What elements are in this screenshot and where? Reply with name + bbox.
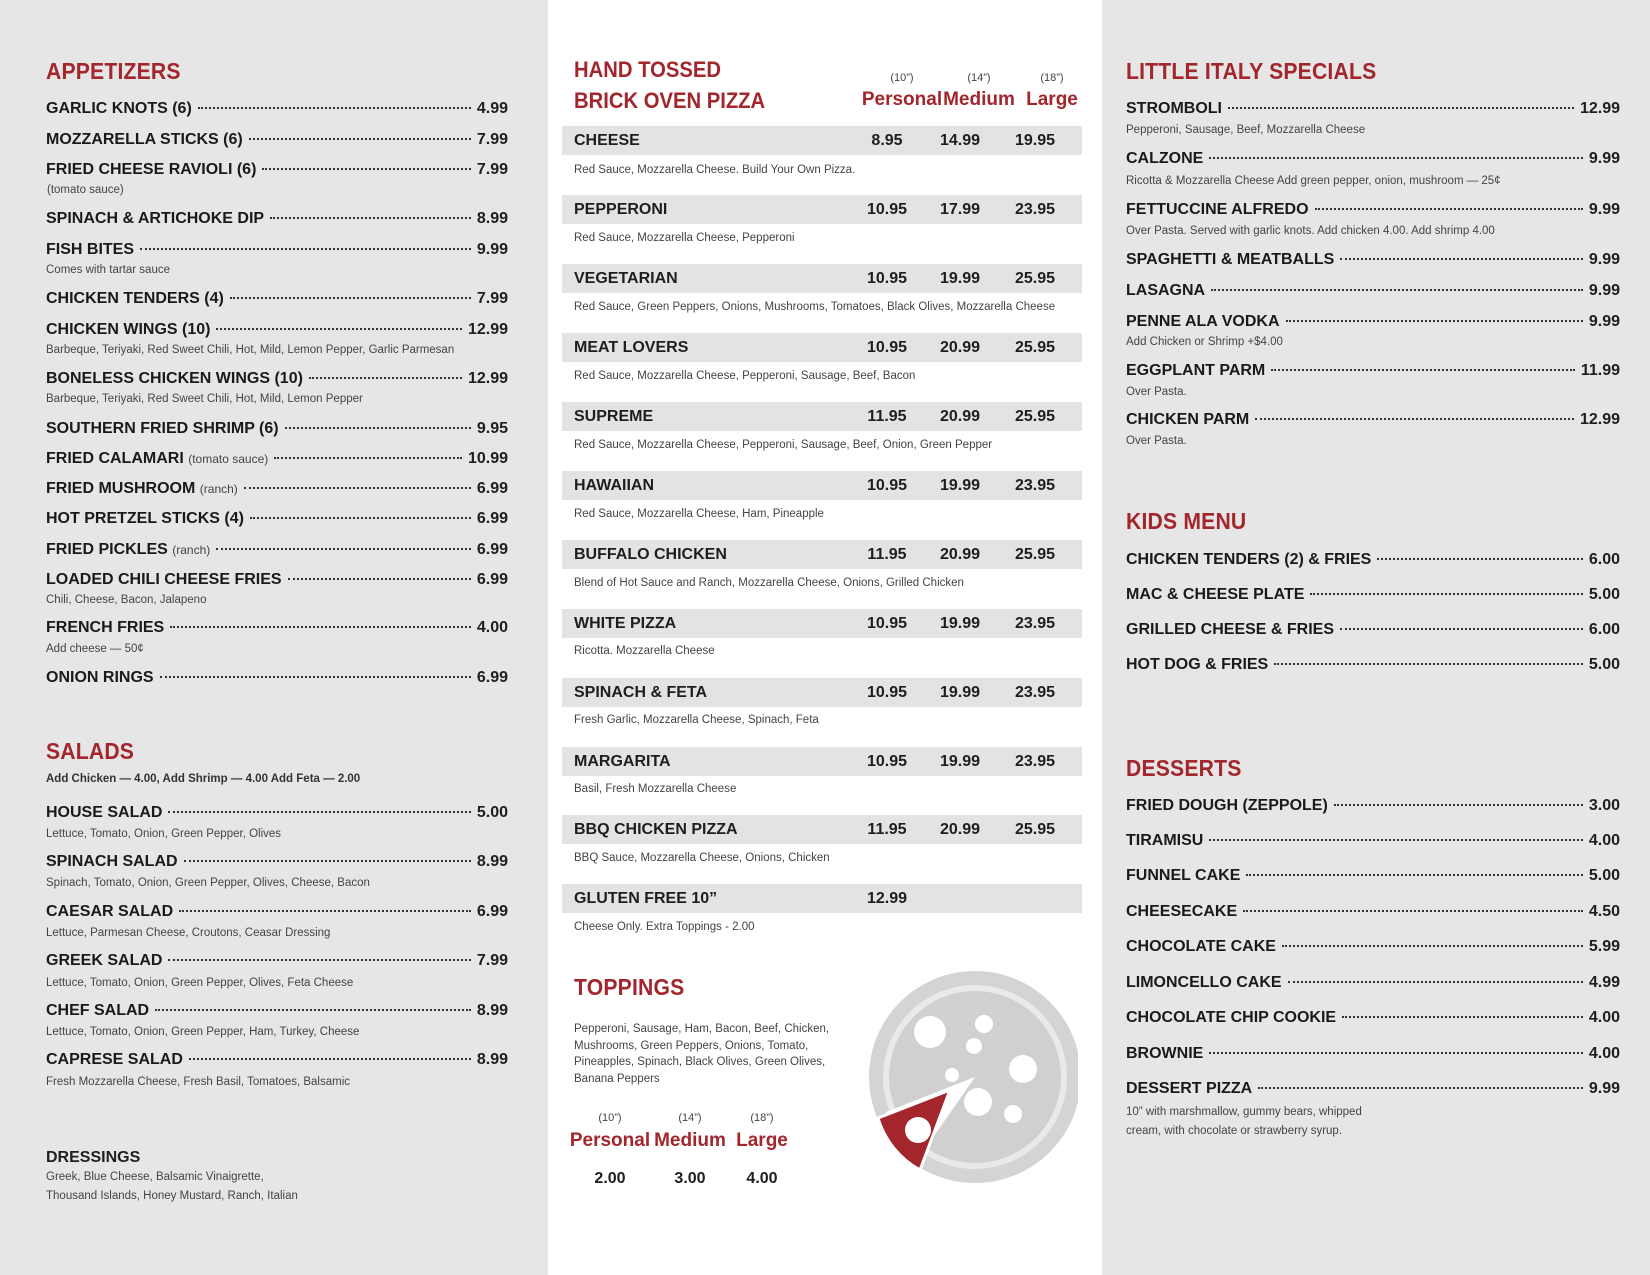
pizza-desc: Red Sauce, Mozzarella Cheese, Ham, Pineapple (574, 508, 824, 520)
topping-price-medium: 3.00 (674, 1170, 706, 1187)
item-price: 4.00 (1588, 832, 1620, 849)
topping-size-inches: (14”) (678, 1112, 702, 1124)
pizza-desc: Red Sauce, Mozzarella Cheese, Pepperoni (574, 232, 795, 244)
item-desc: Lettuce, Tomato, Onion, Green Pepper, Olives, Feta Cheese (46, 977, 354, 989)
item-note: (ranch) (172, 543, 211, 557)
pizza-desc: Cheese Only. Extra Toppings - 2.00 (574, 921, 755, 933)
topping-size-name: Large (736, 1130, 788, 1151)
price-large: 25.95 (1014, 408, 1056, 425)
price-personal: 11.95 (867, 408, 907, 425)
item-name: HOUSE SALAD (46, 804, 163, 821)
topping-size-name: Medium (654, 1130, 726, 1151)
item-name: FISH BITES (46, 241, 135, 258)
topping-size-inches: (10”) (598, 1112, 622, 1124)
item-price: 8.99 (476, 1051, 508, 1068)
pizza-title-line-2: BRICK OVEN PIZZA (574, 88, 766, 113)
item-name: PENNE ALA VODKA (1126, 313, 1280, 330)
toppings-title: TOPPINGS (574, 974, 685, 1000)
item-price: 8.99 (476, 1002, 508, 1019)
price-personal: 10.95 (866, 339, 908, 356)
item-name: GREEK SALAD (46, 952, 163, 969)
item-note: (ranch) (199, 482, 238, 496)
pizza-desc: Fresh Garlic, Mozzarella Cheese, Spinach, Feta (574, 714, 819, 726)
pizza-name: SUPREME (574, 408, 654, 425)
item-price: 5.00 (1588, 656, 1620, 673)
size-inches: (18”) (1040, 72, 1064, 84)
item-desc: Add Chicken or Shrimp +$4.00 (1126, 336, 1283, 348)
price-medium: 19.99 (939, 684, 981, 701)
item-name: FRIED MUSHROOM (46, 480, 196, 497)
item-desc: Barbeque, Teriyaki, Red Sweet Chili, Hot, Mild, Lemon Pepper, Garlic Parmesan (46, 344, 455, 356)
price-large: 23.95 (1014, 477, 1056, 494)
pizza-desc: Red Sauce, Mozzarella Cheese, Pepperoni, Sausage, Beef, Onion, Green Pepper (574, 439, 993, 451)
pizza-row (562, 402, 1082, 431)
item-name: SOUTHERN FRIED SHRIMP (6) (46, 420, 279, 437)
item-price: 7.99 (476, 131, 508, 148)
item-price: 12.99 (1579, 100, 1620, 117)
item-price: 8.99 (476, 210, 508, 227)
item-name: FETTUCCINE ALFREDO (1126, 201, 1309, 218)
item-name: CAPRESE SALAD (46, 1051, 183, 1068)
item-name: FUNNEL CAKE (1126, 867, 1241, 884)
dressings-title: DRESSINGS (46, 1149, 141, 1166)
item-price: 5.00 (1588, 867, 1620, 884)
menu-item (1126, 797, 1620, 815)
menu-item (46, 131, 508, 149)
price-medium: 20.99 (939, 821, 981, 838)
menu-item (1126, 362, 1620, 380)
item-desc: Lettuce, Parmesan Cheese, Croutons, Ceasar Dressing (46, 927, 331, 939)
salads-title: SALADS (46, 738, 135, 764)
menu-item (46, 370, 508, 388)
item-price: 6.99 (476, 510, 508, 527)
pizza-title-line-1: HAND TOSSED (574, 57, 721, 82)
menu-item (1126, 313, 1620, 331)
menu-item (46, 321, 508, 339)
pizza-row (562, 126, 1082, 155)
price-personal: 10.95 (866, 477, 908, 494)
menu-item (46, 100, 508, 118)
menu-item (46, 161, 508, 179)
item-desc: Lettuce, Tomato, Onion, Green Pepper, Ham, Turkey, Cheese (46, 1026, 360, 1038)
menu-item (46, 804, 508, 822)
menu-item (46, 669, 508, 687)
item-desc: Add cheese — 50¢ (46, 643, 144, 655)
item-price: 9.99 (1588, 201, 1620, 218)
price-large: 23.95 (1014, 201, 1056, 218)
item-name: CHEESECAKE (1126, 903, 1238, 920)
pizza-desc: Red Sauce, Mozzarella Cheese, Pepperoni, Sausage, Beef, Bacon (574, 370, 916, 382)
pizza-name: MARGARITA (574, 753, 671, 770)
item-desc: Barbeque, Teriyaki, Red Sweet Chili, Hot, Mild, Lemon Pepper (46, 393, 363, 405)
item-name: FRIED PICKLES (46, 541, 168, 558)
item-desc: Lettuce, Tomato, Onion, Green Pepper, Olives (46, 828, 282, 840)
item-desc: (tomato sauce) (47, 184, 124, 196)
pizza-name: PEPPERONI (574, 201, 668, 218)
item-price: 3.00 (1588, 797, 1620, 814)
item-name: SPINACH SALAD (46, 853, 178, 870)
price-large: 23.95 (1014, 753, 1056, 770)
price-personal: 10.95 (866, 201, 908, 218)
price-medium: 20.99 (939, 408, 981, 425)
item-note: (tomato sauce) (188, 452, 269, 466)
price-personal: 11.95 (867, 821, 907, 838)
item-desc: Over Pasta. Served with garlic knots. Add chicken 4.00. Add shrimp 4.00 (1126, 225, 1495, 237)
pizza-row (562, 815, 1082, 844)
price-large: 19.95 (1014, 132, 1056, 149)
item-name: BONELESS CHICKEN WINGS (10) (46, 370, 303, 387)
price-medium: 19.99 (939, 615, 981, 632)
right-panel (1102, 0, 1650, 1275)
pizza-desc: Red Sauce, Mozzarella Cheese. Build Your Own Pizza. (574, 164, 856, 176)
item-name: FRIED CALAMARI (46, 450, 184, 467)
desserts-title: DESSERTS (1126, 755, 1242, 781)
pizza-row (562, 678, 1082, 707)
item-name: MOZZARELLA STICKS (6) (46, 131, 243, 148)
menu-item (1126, 656, 1620, 674)
price-medium: 19.99 (939, 477, 981, 494)
price-large: 25.95 (1014, 339, 1056, 356)
item-price: 7.99 (476, 161, 508, 178)
salads-add-note: Add Chicken — 4.00, Add Shrimp — 4.00 Add Feta — 2.00 (46, 773, 361, 785)
menu-item (46, 1002, 508, 1020)
item-desc: Spinach, Tomato, Onion, Green Pepper, Olives, Cheese, Bacon (46, 877, 370, 889)
menu-item (46, 210, 508, 228)
price-large: 23.95 (1014, 615, 1056, 632)
item-name: CHEF SALAD (46, 1002, 150, 1019)
price-medium: 20.99 (939, 546, 981, 563)
pizza-row (562, 609, 1082, 638)
item-price: 9.99 (1588, 282, 1620, 299)
item-name: MAC & CHEESE PLATE (1126, 586, 1305, 603)
item-name: CHICKEN PARM (1126, 411, 1250, 428)
item-price: 9.99 (1588, 150, 1620, 167)
item-price: 9.99 (1588, 313, 1620, 330)
pizza-icon (848, 962, 1078, 1192)
item-desc: Chili, Cheese, Bacon, Jalapeno (46, 594, 207, 606)
specials-title: LITTLE ITALY SPECIALS (1126, 58, 1377, 84)
menu-item (46, 290, 508, 308)
item-name: HOT DOG & FRIES (1126, 656, 1269, 673)
topping-size-inches: (18”) (750, 1112, 774, 1124)
menu-item (46, 420, 508, 438)
pizza-desc: Basil, Fresh Mozzarella Cheese (574, 783, 737, 795)
item-price: 4.00 (1588, 1009, 1620, 1026)
price-medium: 17.99 (939, 201, 981, 218)
price-medium: 19.99 (939, 270, 981, 287)
item-desc: Fresh Mozzarella Cheese, Fresh Basil, Tomatoes, Balsamic (46, 1076, 351, 1088)
item-name: HOT PRETZEL STICKS (4) (46, 510, 244, 527)
menu-item (1126, 586, 1620, 604)
pizza-row (562, 333, 1082, 362)
menu-item (1126, 411, 1620, 429)
item-desc: Over Pasta. (1126, 435, 1187, 447)
size-name: Large (1026, 89, 1078, 110)
item-price: 6.99 (476, 541, 508, 558)
pizza-row (562, 264, 1082, 293)
menu-item (1126, 100, 1620, 118)
pizza-panel (548, 0, 1102, 1275)
item-price: 11.99 (1580, 362, 1620, 379)
item-name: CHICKEN TENDERS (2) & FRIES (1126, 551, 1372, 568)
item-name: TIRAMISU (1126, 832, 1204, 849)
price-personal: 10.95 (866, 270, 908, 287)
menu-item (46, 571, 508, 589)
item-name: FRENCH FRIES (46, 619, 165, 636)
menu-item (1126, 938, 1620, 956)
pizza-name: WHITE PIZZA (574, 615, 677, 632)
size-inches: (14”) (967, 72, 991, 84)
menu-item (46, 480, 508, 498)
item-name: CHICKEN WINGS (10) (46, 321, 211, 338)
menu-item (46, 541, 508, 559)
price-medium: 20.99 (939, 339, 981, 356)
item-price: 9.99 (1588, 1080, 1620, 1097)
item-name: CHICKEN TENDERS (4) (46, 290, 224, 307)
pizza-title (574, 54, 765, 116)
item-name: SPINACH & ARTICHOKE DIP (46, 210, 265, 227)
item-price: 10.99 (467, 450, 508, 467)
price-large: 23.95 (1014, 684, 1056, 701)
item-price: 6.00 (1588, 621, 1620, 638)
price-personal: 8.95 (871, 132, 903, 149)
price-medium: 14.99 (939, 132, 981, 149)
topping-price-large: 4.00 (746, 1170, 778, 1187)
size-inches: (10”) (890, 72, 914, 84)
price-personal: 10.95 (866, 684, 908, 701)
pizza-name: GLUTEN FREE 10” (574, 890, 718, 907)
item-name: GRILLED CHEESE & FRIES (1126, 621, 1335, 638)
item-desc: Comes with tartar sauce (46, 264, 170, 276)
price-large: 25.95 (1014, 821, 1056, 838)
item-price: 9.99 (1588, 251, 1620, 268)
menu-item (46, 952, 508, 970)
item-desc: Pepperoni, Sausage, Beef, Mozzarella Cheese (1126, 124, 1366, 136)
item-desc: Ricotta & Mozzarella Cheese Add green pepper, onion, mushroom — 25¢ (1126, 175, 1501, 187)
menu-item (1126, 150, 1620, 168)
item-name: CHOCOLATE CAKE (1126, 938, 1276, 955)
dressings-line-2: Thousand Islands, Honey Mustard, Ranch, Italian (46, 1190, 298, 1202)
item-price: 6.00 (1588, 551, 1620, 568)
price-personal: 10.95 (866, 615, 908, 632)
item-name: FRIED CHEESE RAVIOLI (6) (46, 161, 257, 178)
price-large: 25.95 (1014, 270, 1056, 287)
item-price: 8.99 (476, 853, 508, 870)
item-name: CAESAR SALAD (46, 903, 174, 920)
menu-item (1126, 832, 1620, 850)
item-price: 4.00 (1588, 1045, 1620, 1062)
menu-item (46, 450, 508, 468)
pizza-desc: Ricotta. Mozzarella Cheese (574, 645, 715, 657)
menu-item (1126, 867, 1620, 885)
item-desc: 10” with marshmallow, gummy bears, whipped cream, with chocolate or strawberry syrup. (1126, 1106, 1362, 1137)
item-name: FRIED DOUGH (ZEPPOLE) (1126, 797, 1328, 814)
topping-price-personal: 2.00 (594, 1170, 626, 1187)
menu-item (1126, 201, 1620, 219)
pizza-row (562, 884, 1082, 913)
dressings-line-1: Greek, Blue Cheese, Balsamic Vinaigrette, (46, 1171, 264, 1183)
menu-item (46, 619, 508, 637)
pizza-name: VEGETARIAN (574, 270, 678, 287)
menu-item (1126, 1009, 1620, 1027)
size-name: Personal (861, 89, 943, 110)
item-price: 7.99 (476, 952, 508, 969)
item-name: CHOCOLATE CHIP COOKIE (1126, 1009, 1337, 1026)
price-large: 25.95 (1014, 546, 1056, 563)
item-price: 4.99 (476, 100, 508, 117)
item-price: 6.99 (476, 571, 508, 588)
item-name: STROMBOLI (1126, 100, 1222, 117)
pizza-desc: BBQ Sauce, Mozzarella Cheese, Onions, Chicken (574, 852, 830, 864)
appetizers-title: APPETIZERS (46, 58, 181, 84)
menu-item (46, 510, 508, 528)
item-price: 9.99 (476, 241, 508, 258)
item-price: 4.00 (476, 619, 508, 636)
menu-item (1126, 621, 1620, 639)
pizza-row (562, 540, 1082, 569)
item-name: BROWNIE (1126, 1045, 1204, 1062)
item-price: 5.00 (1588, 586, 1620, 603)
menu-item (46, 1051, 508, 1069)
item-price: 12.99 (467, 370, 508, 387)
pizza-name: BUFFALO CHICKEN (574, 546, 727, 563)
item-price: 12.99 (1579, 411, 1620, 428)
item-price: 6.99 (476, 480, 508, 497)
menu-item (1126, 1080, 1620, 1098)
price-medium: 19.99 (939, 753, 981, 770)
item-price: 9.95 (476, 420, 508, 437)
item-price: 6.99 (476, 903, 508, 920)
menu-item (1126, 1045, 1620, 1063)
pizza-name: HAWAIIAN (574, 477, 654, 494)
pizza-name: BBQ CHICKEN PIZZA (574, 821, 738, 838)
pizza-name: CHEESE (574, 132, 640, 149)
item-name: CALZONE (1126, 150, 1204, 167)
item-price: 12.99 (467, 321, 508, 338)
pizza-row (562, 471, 1082, 500)
menu-item (1126, 903, 1620, 921)
item-price: 7.99 (476, 290, 508, 307)
item-name: EGGPLANT PARM (1126, 362, 1266, 379)
item-name: LOADED CHILI CHEESE FRIES (46, 571, 282, 588)
pizza-row (562, 195, 1082, 224)
item-price: 4.50 (1588, 903, 1620, 920)
menu-item (1126, 282, 1620, 300)
item-name: SPAGHETTI & MEATBALLS (1126, 251, 1335, 268)
item-name: LASAGNA (1126, 282, 1206, 299)
pizza-row (562, 747, 1082, 776)
menu-item (1126, 551, 1620, 569)
menu-item (46, 903, 508, 921)
item-desc: Over Pasta. (1126, 386, 1187, 398)
price-personal: 12.99 (866, 890, 908, 907)
item-price: 5.00 (476, 804, 508, 821)
kids-title: KIDS MENU (1126, 508, 1247, 534)
menu-item (46, 241, 508, 259)
left-panel (0, 0, 548, 1275)
menu-item (46, 853, 508, 871)
pizza-desc: Blend of Hot Sauce and Ranch, Mozzarella Cheese, Onions, Grilled Chicken (574, 577, 964, 589)
topping-size-name: Personal (569, 1130, 651, 1151)
item-price: 4.99 (1588, 974, 1620, 991)
menu-item (1126, 974, 1620, 992)
toppings-list: Pepperoni, Sausage, Ham, Bacon, Beef, Chicken, Mushrooms, Green Peppers, Onions, Tomato, Pineapples, Spinach, Black Olives, Green Olives, Banana Peppers (574, 1023, 830, 1085)
item-price: 5.99 (1588, 938, 1620, 955)
item-price: 6.99 (476, 669, 508, 686)
pizza-desc: Red Sauce, Green Peppers, Onions, Mushrooms, Tomatoes, Black Olives, Mozzarella Cheese (574, 301, 1056, 313)
price-personal: 11.95 (867, 546, 907, 563)
pizza-name: MEAT LOVERS (574, 339, 689, 356)
item-name: LIMONCELLO CAKE (1126, 974, 1282, 991)
item-name: ONION RINGS (46, 669, 154, 686)
item-name: GARLIC KNOTS (6) (46, 100, 192, 117)
item-name: DESSERT PIZZA (1126, 1080, 1253, 1097)
size-name: Medium (943, 89, 1015, 110)
price-personal: 10.95 (866, 753, 908, 770)
pizza-name: SPINACH & FETA (574, 684, 708, 701)
menu-item (1126, 251, 1620, 269)
